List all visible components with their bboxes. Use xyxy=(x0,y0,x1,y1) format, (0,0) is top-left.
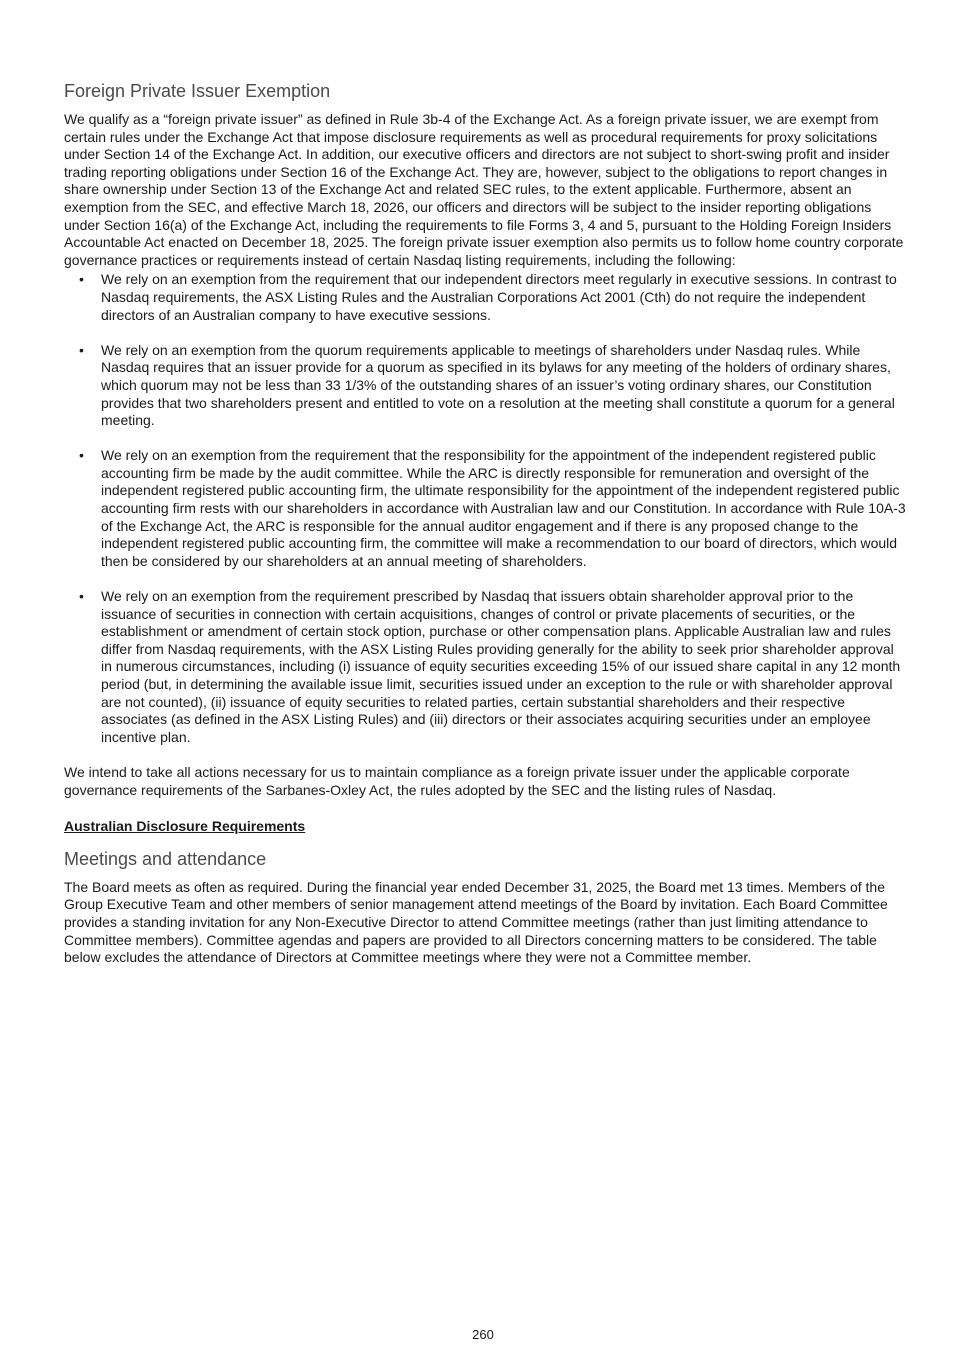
list-item-text: We rely on an exemption from the requirement prescribed by Nasdaq that issuers obtain shareholder approval prior to the issuance of securities in connection with certain acquisitions, changes of control or private placements of securities, or the establishment or amendment of certain stock option, purchase or other compensation plans. Applicable Australian law and rules differ from Nasdaq requirements, with the ASX Listing Rules providing generally for the ability to seek prior shareholder approval in numerous circumstances, including (i) issuance of equity securities exceeding 15% of our issued share capital in any 12 month period (but, in determining the available issue limit, securities issued under an exception to the rule or with shareholder approval are not counted), (ii) issuance of equity securities to related parties, certain substantial shareholders and their respective associates (as defined in the ASX Listing Rules) and (iii) directors or their associates acquiring securities under an employee incentive plan. xyxy=(101,588,901,745)
fpi-closing-paragraph: We intend to take all actions necessary for us to maintain compliance as a foreign private issuer under the applicable corporate governance requirements of the Sarbanes-Oxley Act, the rules adopted by the SEC and the listing rules of Nasdaq. xyxy=(64,763,850,798)
meetings-paragraph: The Board meets as often as required. During the financial year ended December 31, 2025, the Board met 13 times. Members of the Group Executive Team and other members of senior management attend meetings of the Board by invitation. Each Board Committee provides a standing invitation for any Non-Executive Director to attend Committee meetings (rather than just limiting attendance to Committee members). Committee agendas and papers are provided to all Directors concerning matters to be considered. The table below excludes the attendance of Directors at Committee meetings where they were not a Committee member. xyxy=(64,878,888,966)
list-item-text: We rely on an exemption from the requirement that our independent directors meet regularly in executive sessions. In contrast to Nasdaq requirements, the ASX Listing Rules and the Australian Corporations Act 2001 (Cth) do not require the independent directors of an Australian company to have executive sessions. xyxy=(101,271,897,323)
list-item-text: We rely on an exemption from the requirement that the responsibility for the appointment of the independent registered public accounting firm be made by the audit committee. While the ARC is directly responsible for remuneration and oversight of the independent registered public accounting firm, the ultimate responsibility for the appointment of the independent registered public accounting firm rests with our shareholders in accordance with Australian law and our Constitution. In accordance with Rule 10A-3 of the Exchange Act, the ARC is responsible for the annual auditor engagement and if there is any proposed change to the independent registered public accounting firm, the committee will make a recommendation to our board of directors, which would then be considered by our shareholders at an annual meeting of shareholders. xyxy=(101,447,906,569)
exemptions-list xyxy=(64,271,906,746)
bullet-icon: • xyxy=(79,447,84,464)
fpi-heading: Foreign Private Issuer Exemption xyxy=(64,81,331,101)
australian-disclosure-subheading: Australian Disclosure Requirements xyxy=(64,817,306,834)
meetings-heading: Meetings and attendance xyxy=(64,848,267,869)
list-item xyxy=(64,588,906,746)
bullet-icon: • xyxy=(79,588,84,605)
page-number: 260 xyxy=(472,1327,494,1342)
list-item-text: We rely on an exemption from the quorum requirements applicable to meetings of shareholders under Nasdaq rules. While Nasdaq requires that an issuer provide for a quorum as specified in its bylaws for any meeting of the holders of ordinary shares, which quorum may not be less than 33 1/3% of the outstanding shares of an issuer’s voting ordinary shares, our Constitution provides that two shareholders present and entitled to vote on a resolution at the meeting shall constitute a quorum for a general meeting. xyxy=(101,341,895,429)
list-item xyxy=(64,342,906,430)
document-page xyxy=(64,80,906,967)
list-item xyxy=(64,271,906,324)
bullet-icon: • xyxy=(79,341,84,358)
list-item xyxy=(64,447,906,570)
bullet-icon: • xyxy=(79,271,84,288)
fpi-intro-paragraph: We qualify as a “foreign private issuer” as defined in Rule 3b-4 of the Exchange Act. As a foreign private issuer, we are exempt from certain rules under the Exchange Act that impose disclosure requirements as well as procedural requirements for proxy solicitations under Section 14 of the Exchange Act. In addition, our executive officers and directors are not subject to short-swing profit and insider trading reporting obligations under Section 16 of the Exchange Act. They are, however, subject to the obligations to report changes in share ownership under Section 13 of the Exchange Act and related SEC rules, to the extent applicable. Furthermore, absent an exemption from the SEC, and effective March 18, 2026, our officers and directors will be subject to the insider reporting obligations under Section 16(a) of the Exchange Act, including the requirements to file Forms 3, 4 and 5, pursuant to the Holding Foreign Insiders Accountable Act enacted on December 18, 2025. The foreign private issuer exemption also permits us to follow home country corporate governance practices or requirements instead of certain Nasdaq listing requirements, including the following: xyxy=(64,111,904,268)
